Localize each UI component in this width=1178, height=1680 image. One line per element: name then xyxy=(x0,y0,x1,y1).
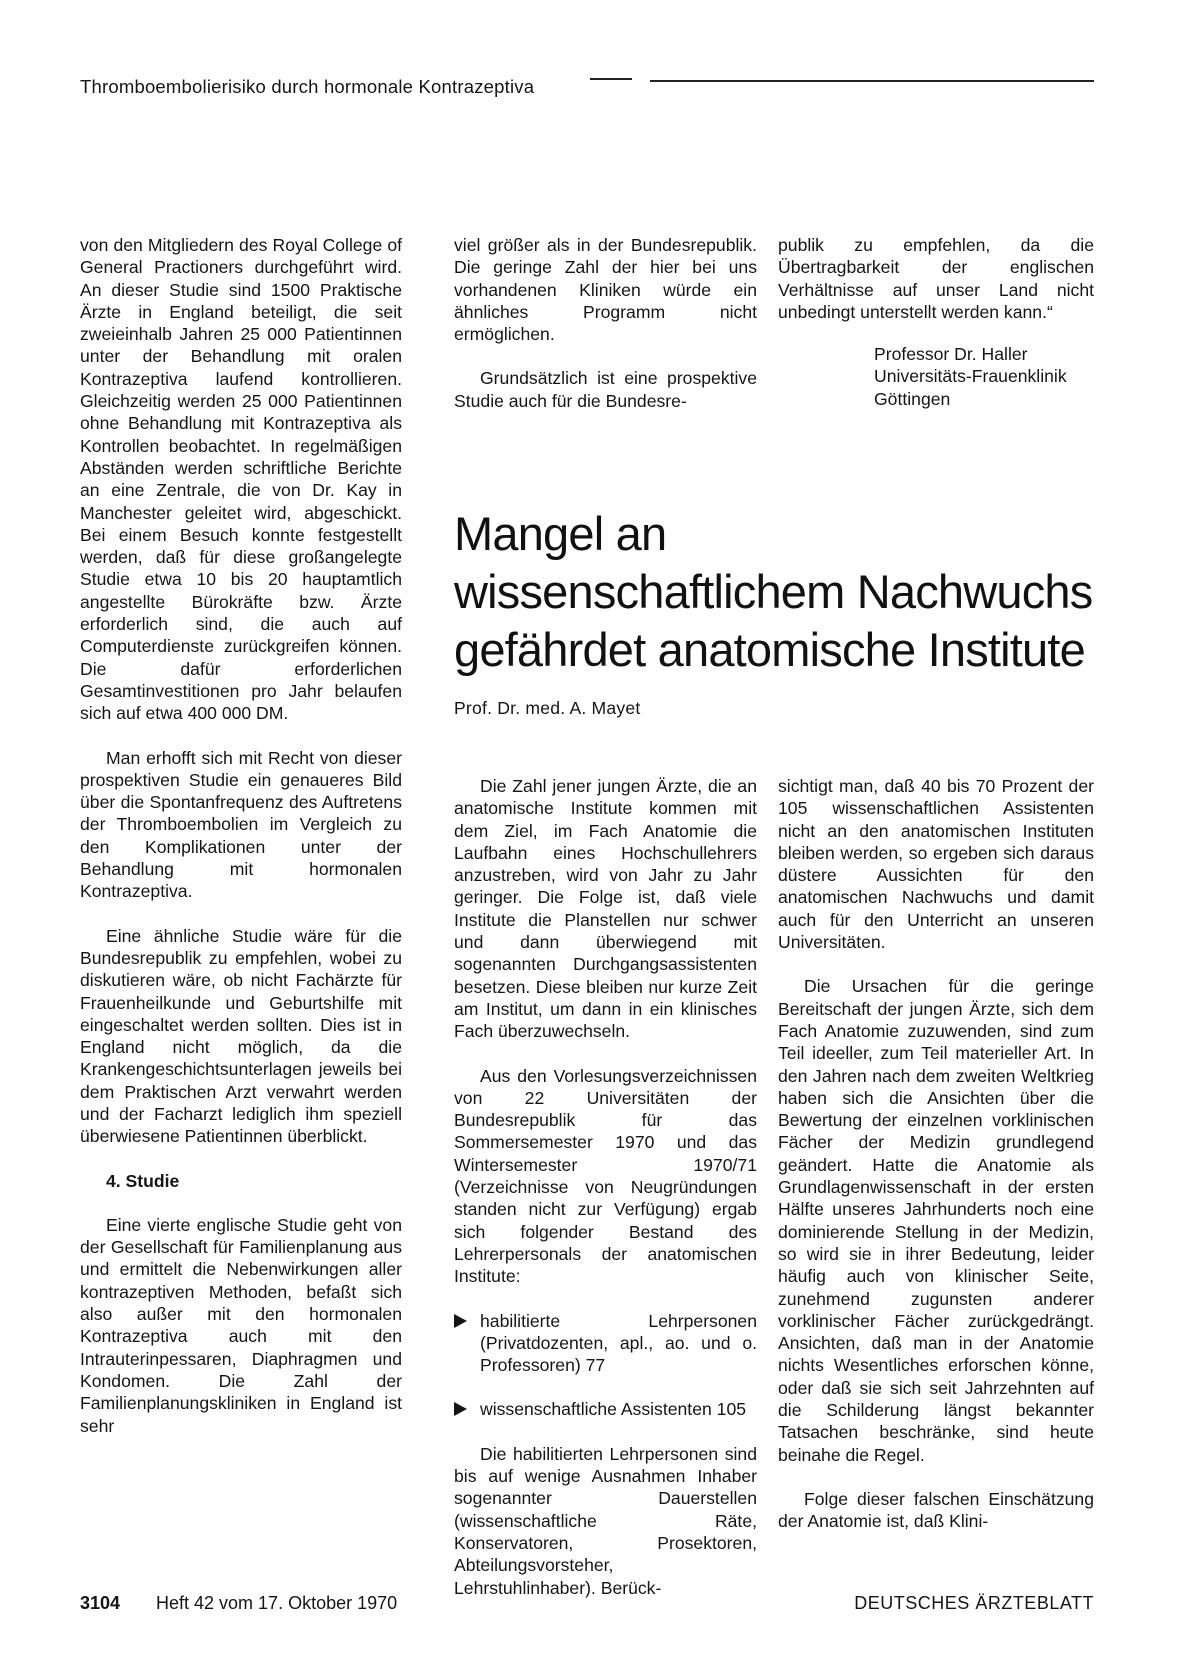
staff-list-item: wissenschaftliche Assistenten 105 xyxy=(454,1398,757,1420)
col1-paragraph-3: Eine ähnliche Studie wäre für die Bundesrepublik zu empfehlen, wobei zu diskutieren wäre, ob nicht Fachärzte für Frauenheilkunde und Geburtshilfe mit eingeschaltet werden sollten. Dies ist in England nicht möglich, da die Krankengeschichtsunterlagen jeweils bei dem Praktischen Arzt verwahrt werden und der Facharzt lediglich ihm speziell überwiesene Patientinnen überblickt. xyxy=(80,925,402,1147)
footer-journal-name: DEUTSCHES ÄRZTEBLATT xyxy=(854,1593,1094,1613)
staff-list-item: habilitierte Lehrpersonen (Privatdozenten, apl., ao. und o. Professoren) 77 xyxy=(454,1310,757,1377)
col3-bottom-paragraph-2: Die Ursachen für die geringe Bereitschaft der jungen Ärzte, sich dem Fach Anatomie zuzuwenden, sind zum Teil ideeller, zum Teil materieller Art. In den Jahren nach dem zweiten Weltkrieg haben sich die Ansichten über die Bewertung der einzelnen vorklinischen Fächer der Medizin grundlegend geändert. Hatte die Anatomie als Grundlagenwissenschaft in der ersten Hälfte unseres Jahrhunderts noch eine dominierende Stellung in der Medizin, so wird sie in ihrer Bedeutung, leider häufig auch von klinischer Seite, zunehmend zugunsten anderer vorklinischer Fächer zurückgedrängt. Ansichten, daß man in der Anatomie nichts Wesentliches erforschen könne, oder daß sie sich seit Jahrzehnten auf die Schilderung längst bekannter Tatsachen beschränke, sind heute beinahe die Regel. xyxy=(778,976,1094,1465)
article-title-line-1: Mangel an xyxy=(454,507,667,560)
col2-bottom-paragraph-2: Aus den Vorlesungsverzeichnissen von 22 Universitäten der Bundesrepublik für das Sommersemester 1970 und das Wintersemester 1970/71 (Verzeichnisse von Neugründungen standen nicht zur Verfügung) ergab sich folgender Bestand des Lehrerpersonals der anatomischen Institute: xyxy=(454,1065,757,1287)
col3-top-paragraph-1: publik zu empfehlen, da die Übertragbarkeit der englischen Verhältnisse auf unser Land nicht unbedingt unterstellt werden kann.“ xyxy=(778,235,1094,322)
signature-block xyxy=(778,343,1094,410)
article-author: Prof. Dr. med. A. Mayet xyxy=(454,698,641,718)
triangle-bullet-icon xyxy=(454,1314,467,1328)
col2-top-paragraph-2: Grundsätzlich ist eine prospektive Studie auch für die Bundesre- xyxy=(454,368,757,411)
col1-paragraph-4: Eine vierte englische Studie geht von der Gesellschaft für Familienplanung aus und ermittelt die Nebenwirkungen aller kontrazeptiven Methoden, befaßt sich also außer mit den hormonalen Kontrazeptiva auch mit den Intrauterinpessaren, Diaphragmen und Kondomen. Die Zahl der Familienplanungskliniken in England ist sehr xyxy=(80,1214,402,1436)
column-1 xyxy=(80,234,402,1437)
article-title xyxy=(454,505,1144,679)
footer-page-number: 3104 xyxy=(80,1593,121,1613)
header-rule-long xyxy=(650,80,1094,82)
col1-paragraph-1: von den Mitgliedern des Royal College of General Practioners durchgeführt wird. An dieser Studie sind 1500 Praktische Ärzte in England beteiligt, die seit zweieinhalb Jahren 25 000 Patientinnen unter der Behandlung mit oralen Kontrazeptiva laufend kontrollieren. Gleichzeitig werden 25 000 Patientinnen ohne Behandlung mit Kontrazeptiva als Kontrollen beobachtet. In regelmäßigen Abständen werden schriftliche Berichte an eine Zentrale, die von Dr. Kay in Manchester geleitet wird, abgeschickt. Bei einem Besuch konnte festgestellt werden, daß für diese großangelegte Studie etwa 10 bis 20 hauptamtlich angestellte Bürokräfte bzw. Ärzte erforderlich sind, die auch auf Computerdienste zurückgreifen können. Die dafür erforderlichen Gesamtinvestitionen pro Jahr belaufen sich auf etwa 400 000 DM. xyxy=(80,235,402,724)
running-header-title: Thromboembolierisiko durch hormonale Kontrazeptiva xyxy=(80,76,535,97)
triangle-bullet-icon xyxy=(454,1402,467,1416)
signature-institution: Universitäts-Frauenklinik xyxy=(874,366,1067,387)
footer-issue: Heft 42 vom 17. Oktober 1970 xyxy=(156,1593,398,1613)
col3-bottom-paragraph-3: Folge dieser falschen Einschätzung der Anatomie ist, daß Klini- xyxy=(778,1488,1094,1532)
col1-paragraph-2: Man erhofft sich mit Recht von dieser prospektiven Studie ein genaueres Bild über die Spontanfrequenz des Auftretens der Thromboembolien im Vergleich zu den Komplikationen unter der Behandlung mit hormonalen Kontrazeptiva. xyxy=(80,747,402,902)
column-2-bottom xyxy=(454,775,757,1599)
col2-bottom-paragraph-1: Die Zahl jener jungen Ärzte, die an anatomische Institute kommen mit dem Ziel, im Fach Anatomie die Laufbahn eines Hochschullehrers anzustreben, wird von Jahr zu Jahr geringer. Die Folge ist, daß viele Institute die Planstellen nur schwer und dann überwiegend mit sogenannten Durchgangsassistenten besetzen. Diese bleiben nur kurze Zeit am Institut, um dann in ein klinisches Fach überzuwechseln. xyxy=(454,776,757,1042)
staff-list xyxy=(454,1310,757,1421)
col2-bottom-paragraph-3: Die habilitierten Lehrpersonen sind bis auf wenige Ausnahmen Inhaber sogenannter Dauerstellen (wissenschaftliche Räte, Konservatoren, Prosektoren, Abteilungsvorsteher, Lehrstuhlinhaber). Berück- xyxy=(454,1443,757,1598)
column-3-bottom xyxy=(778,775,1094,1533)
column-3-top xyxy=(778,234,1094,410)
section-heading-4-studie: 4. Studie xyxy=(106,1170,180,1191)
article-title-line-3: gefährdet anatomische Institute xyxy=(454,623,1085,676)
article-title-line-2: wissenschaftlichem Nachwuchs xyxy=(454,565,1093,618)
header-rule-short xyxy=(590,78,632,80)
col3-bottom-paragraph-1: sichtigt man, daß 40 bis 70 Prozent der 105 wissenschaftlichen Assistenten nicht an den anatomischen Instituten bleiben werden, so ergeben sich daraus düstere Aussichten für den anatomischen Nachwuchs und damit auch für den Unterricht an unseren Universitäten. xyxy=(778,776,1094,953)
col2-top-paragraph-1: viel größer als in der Bundesrepublik. Die geringe Zahl der hier bei uns vorhandenen Kliniken würde ein ähnliches Programm nicht ermöglichen. xyxy=(454,235,757,345)
column-2-top xyxy=(454,234,757,412)
signature-city: Göttingen xyxy=(874,388,951,409)
signature-name: Professor Dr. Haller xyxy=(874,344,1028,365)
